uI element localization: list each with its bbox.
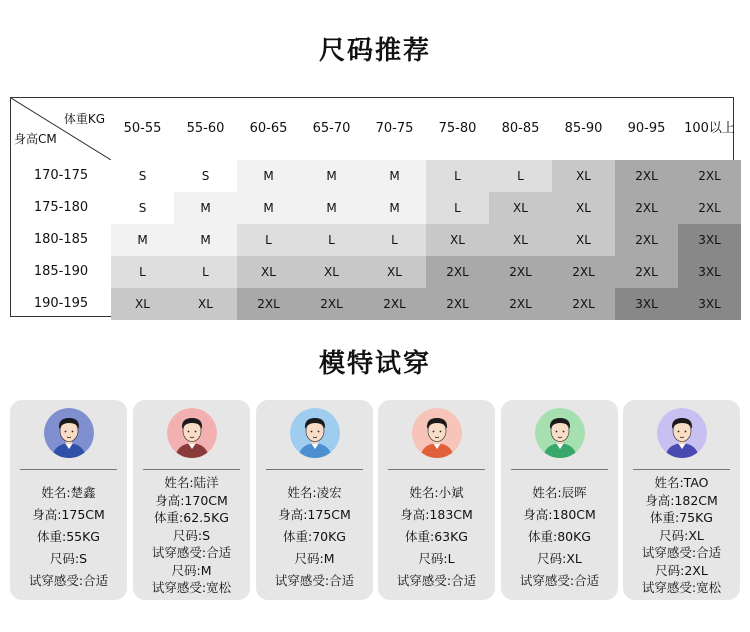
size-chart-title: 尺码推荐	[318, 36, 431, 66]
model-info-line: 试穿感受:宽松	[151, 580, 232, 595]
size-cell: 2XL	[489, 288, 552, 320]
size-cell: 2XL	[615, 224, 678, 256]
model-card	[256, 400, 373, 600]
model-info-line: 姓名:辰晖	[532, 485, 587, 500]
table-corner-header	[11, 98, 111, 160]
size-cell: M	[111, 224, 174, 256]
model-info-line: 试穿感受:合适	[274, 573, 355, 588]
size-cell: XL	[552, 192, 615, 224]
size-cell: XL	[111, 288, 174, 320]
size-cell: L	[237, 224, 300, 256]
model-info-line: 尺码:XL	[537, 551, 582, 566]
size-cell: S	[111, 192, 174, 224]
size-cell: L	[426, 160, 489, 192]
height-row-header: 180-185	[33, 232, 89, 247]
size-cell: 2XL	[363, 288, 426, 320]
size-cell: XL	[174, 288, 237, 320]
height-row-header: 185-190	[33, 264, 89, 279]
size-cell: 3XL	[678, 288, 741, 320]
model-info-line: 试穿感受:合适	[519, 573, 600, 588]
size-cell: L	[363, 224, 426, 256]
model-info-line: 试穿感受:合适	[641, 545, 722, 560]
size-cell: 2XL	[615, 160, 678, 192]
model-info-line: 尺码:XL	[659, 527, 704, 543]
model-info-line: 身高:180CM	[523, 507, 596, 522]
size-cell: XL	[489, 192, 552, 224]
weight-column-header: 70-75	[375, 121, 414, 136]
model-info-line: 试穿感受:合适	[28, 573, 109, 588]
size-cell: 2XL	[426, 288, 489, 320]
weight-column-header: 75-80	[438, 121, 477, 136]
model-info-line: 姓名:凌宏	[287, 485, 342, 500]
size-cell: 3XL	[678, 224, 741, 256]
size-cell: L	[489, 160, 552, 192]
size-cell: 2XL	[615, 192, 678, 224]
size-cell: M	[363, 192, 426, 224]
size-cell: S	[111, 160, 174, 192]
size-cell: XL	[426, 224, 489, 256]
model-info-line: 身高:183CM	[400, 507, 473, 522]
model-card	[623, 400, 740, 600]
model-info-line: 姓名:小斌	[409, 485, 464, 500]
size-table	[10, 97, 734, 317]
model-info	[378, 482, 495, 592]
size-cell: 2XL	[552, 288, 615, 320]
size-cell: M	[363, 160, 426, 192]
weight-column-header: 100以上	[684, 121, 735, 136]
model-info-line: 体重:63KG	[404, 529, 468, 544]
card-divider	[143, 469, 240, 470]
weight-column-header: 90-95	[627, 121, 666, 136]
model-info-line: 尺码:S	[172, 527, 211, 543]
model-info-line: 尺码:2XL	[655, 562, 708, 578]
size-cell: M	[174, 192, 237, 224]
model-info-line: 试穿感受:合适	[151, 545, 232, 560]
card-divider	[633, 469, 730, 470]
size-cell: L	[426, 192, 489, 224]
model-info-line: 尺码:M	[294, 551, 335, 566]
size-cell: 2XL	[615, 256, 678, 288]
weight-column-header: 55-60	[186, 121, 225, 136]
model-avatar-icon	[167, 408, 217, 458]
size-cell: XL	[552, 224, 615, 256]
model-info-line: 身高:175CM	[278, 507, 351, 522]
size-cell: 2XL	[300, 288, 363, 320]
model-avatar-icon	[412, 408, 462, 458]
size-cell: L	[111, 256, 174, 288]
model-info-line: 体重:70KG	[282, 529, 346, 544]
size-cell: XL	[489, 224, 552, 256]
size-cell: M	[174, 224, 237, 256]
model-info-line: 体重:80KG	[527, 529, 591, 544]
model-info-line: 试穿感受:宽松	[641, 580, 722, 595]
model-avatar-icon	[44, 408, 94, 458]
height-row-header: 170-175	[33, 168, 89, 183]
size-cell: M	[237, 160, 300, 192]
weight-column-header: 85-90	[564, 121, 603, 136]
model-avatar-icon	[290, 408, 340, 458]
model-info-line: 试穿感受:合适	[396, 573, 477, 588]
size-cell: 2XL	[552, 256, 615, 288]
model-info-line: 姓名:TAO	[654, 475, 709, 490]
size-cell: XL	[237, 256, 300, 288]
height-row-header: 175-180	[33, 200, 89, 215]
size-cell: M	[300, 192, 363, 224]
height-row-header: 190-195	[33, 296, 89, 311]
model-info	[501, 482, 618, 592]
size-cell: S	[174, 160, 237, 192]
size-cell: M	[300, 160, 363, 192]
size-cell: 2XL	[489, 256, 552, 288]
height-axis-label: 身高CM	[14, 132, 57, 146]
size-cell: 3XL	[678, 256, 741, 288]
model-info	[623, 474, 740, 597]
model-info	[10, 482, 127, 592]
model-section-title: 模特试穿	[318, 349, 431, 379]
weight-column-header: 80-85	[501, 121, 540, 136]
size-cell: 3XL	[615, 288, 678, 320]
size-cell: L	[300, 224, 363, 256]
model-info-line: 身高:175CM	[32, 507, 105, 522]
model-avatar-icon	[535, 408, 585, 458]
model-info-line: 身高:182CM	[645, 492, 718, 508]
card-divider	[266, 469, 363, 470]
model-info-line: 尺码:S	[49, 551, 88, 566]
model-info	[256, 482, 373, 592]
card-divider	[511, 469, 608, 470]
size-cell: M	[237, 192, 300, 224]
model-info-line: 身高:170CM	[155, 492, 228, 508]
model-info-line: 姓名:楚鑫	[41, 485, 96, 500]
weight-column-header: 60-65	[249, 121, 288, 136]
weight-axis-label: 体重KG	[63, 112, 105, 126]
model-info-line: 尺码:L	[418, 551, 455, 566]
card-divider	[20, 469, 117, 470]
model-card	[10, 400, 127, 600]
size-cell: 2XL	[678, 160, 741, 192]
model-card	[133, 400, 250, 600]
card-divider	[388, 469, 485, 470]
model-info-line: 体重:75KG	[649, 510, 713, 525]
model-card	[501, 400, 618, 600]
model-info-line: 体重:55KG	[36, 529, 100, 544]
model-info-line: 体重:62.5KG	[154, 510, 229, 525]
size-cell: XL	[552, 160, 615, 192]
weight-column-header: 50-55	[123, 121, 162, 136]
size-cell: 2XL	[678, 192, 741, 224]
model-info-line: 尺码:M	[171, 562, 212, 578]
model-info-line: 姓名:陆洋	[164, 475, 219, 490]
model-card	[378, 400, 495, 600]
size-cell: XL	[300, 256, 363, 288]
weight-column-header: 65-70	[312, 121, 351, 136]
size-cell: 2XL	[237, 288, 300, 320]
size-cell: L	[174, 256, 237, 288]
model-info	[133, 474, 250, 597]
size-cell: XL	[363, 256, 426, 288]
model-avatar-icon	[657, 408, 707, 458]
size-cell: 2XL	[426, 256, 489, 288]
